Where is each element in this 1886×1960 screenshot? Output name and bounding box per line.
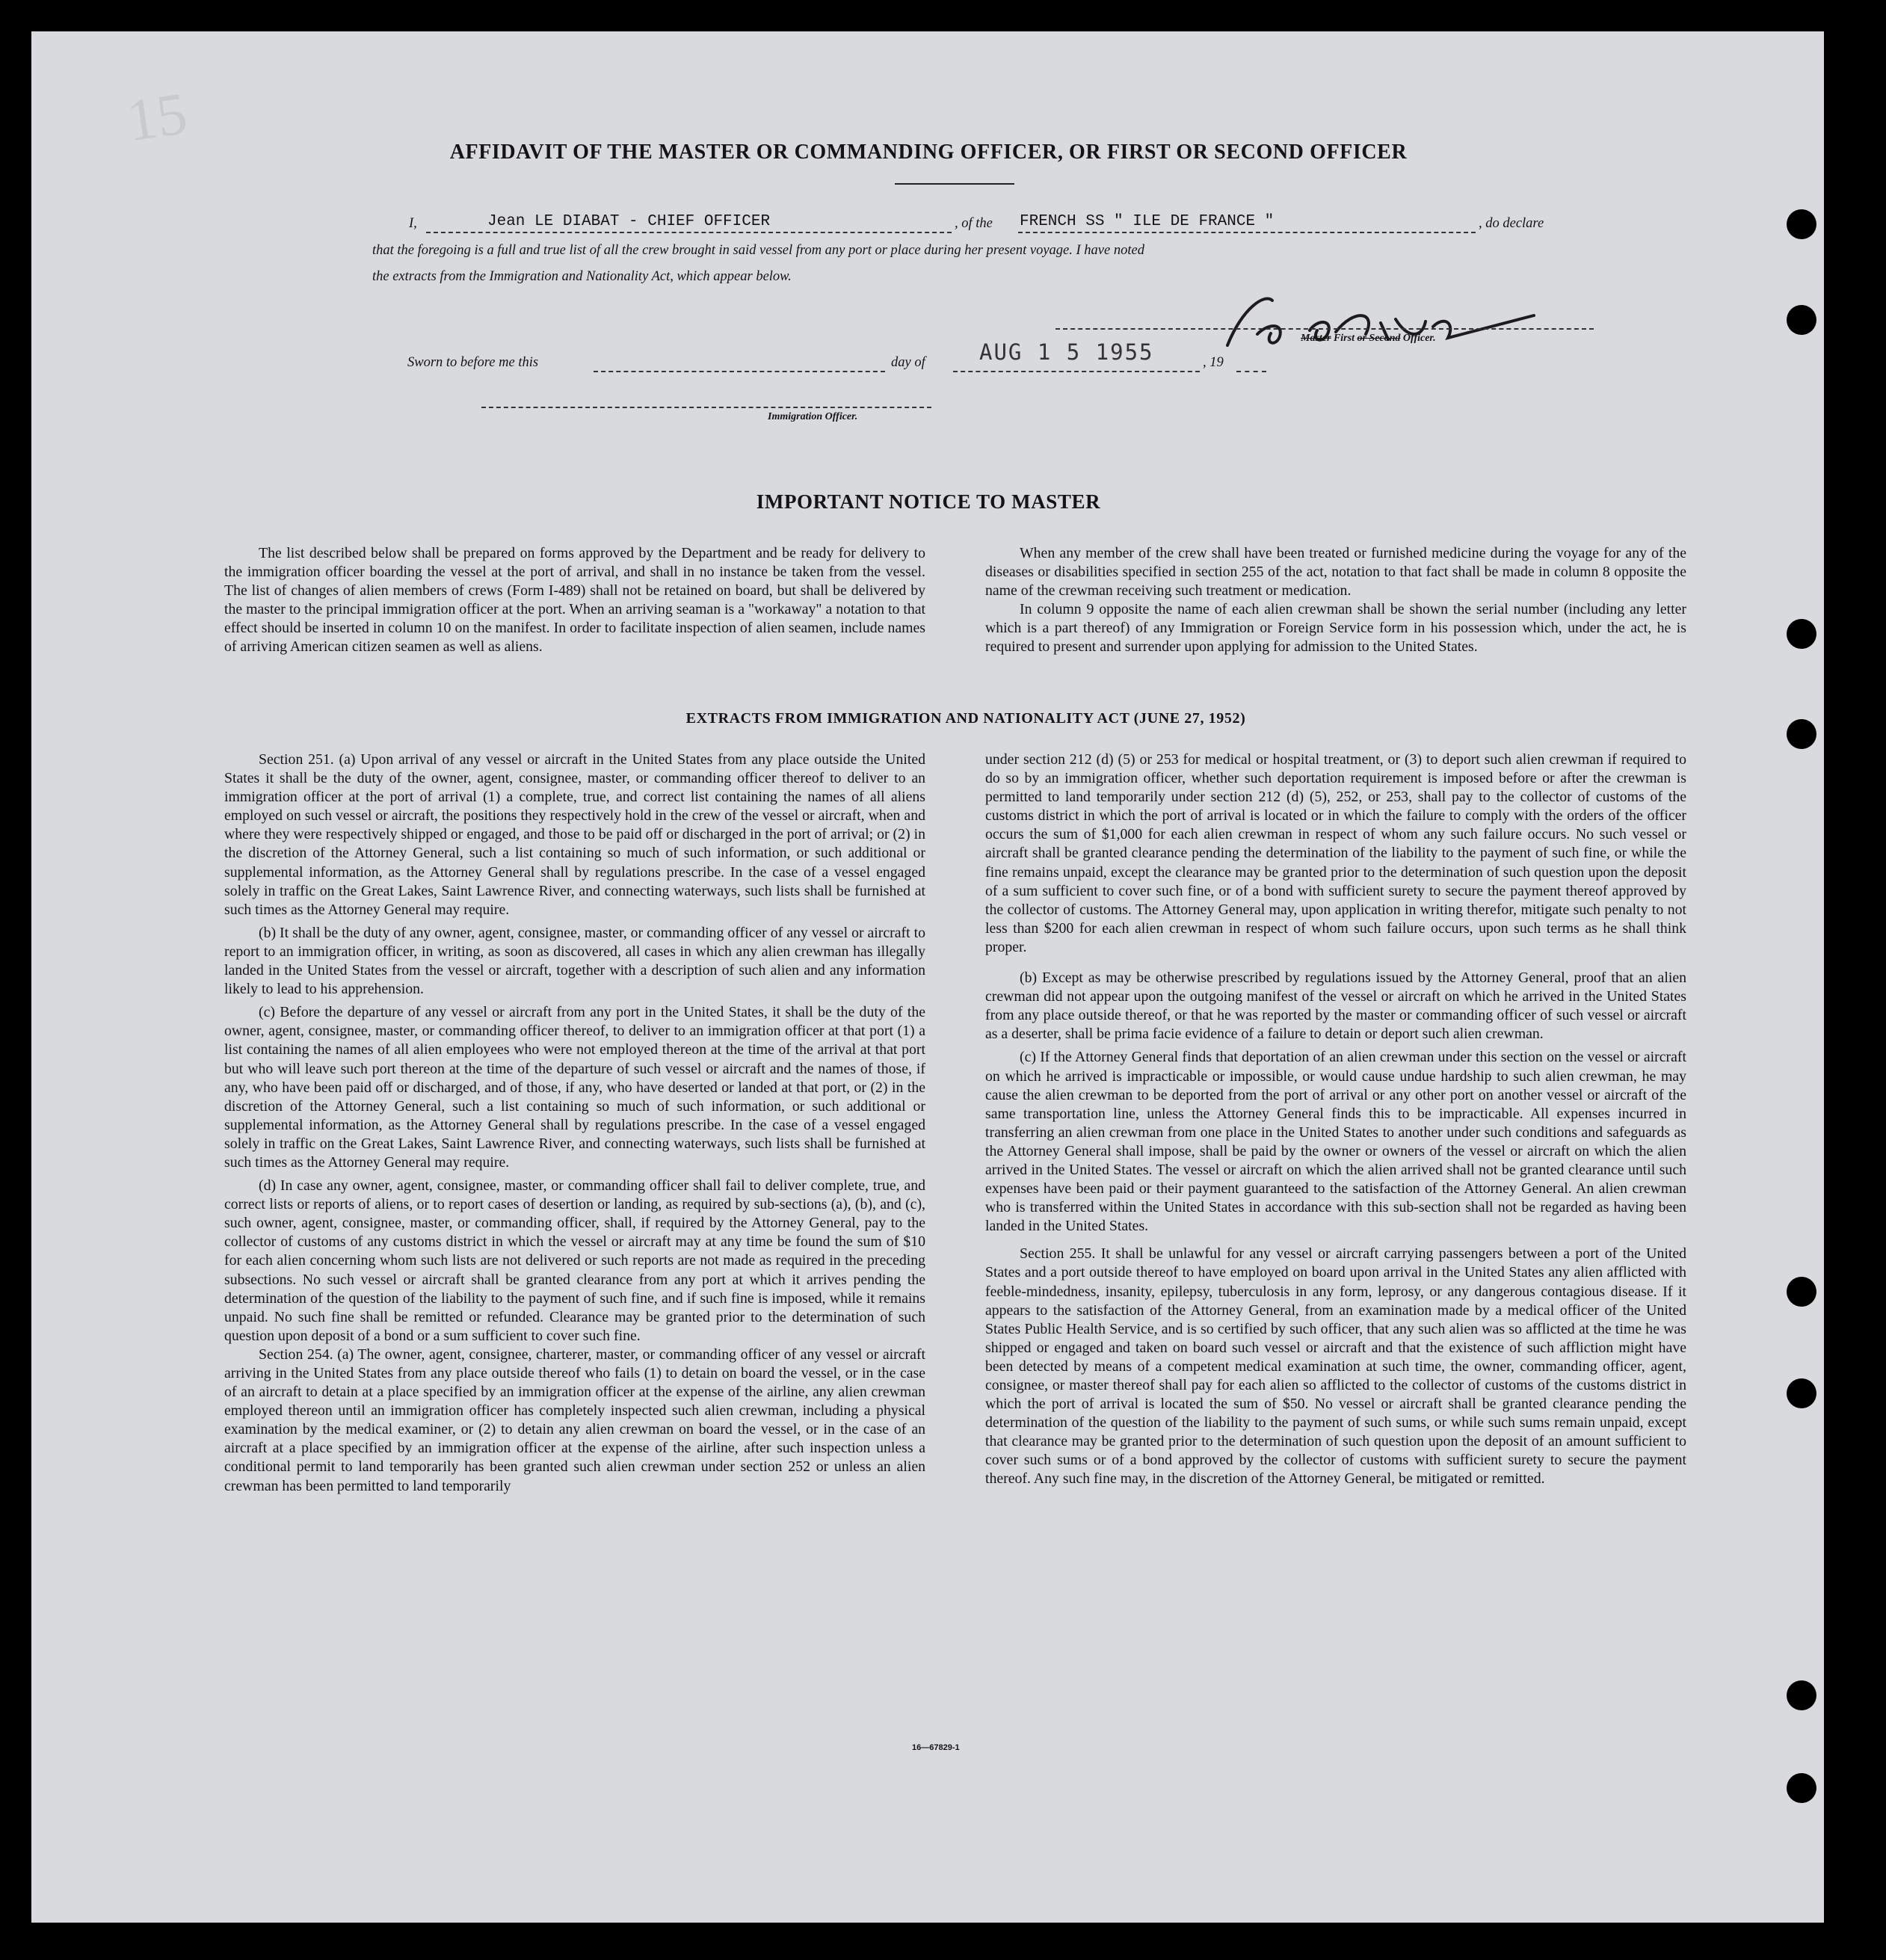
declaration-line-2: that the foregoing is a full and true list of all the crew brought in said vessel from any port or place during her present voyage. I have noted — [372, 243, 1144, 258]
name-blank — [426, 232, 952, 233]
section-255: Section 255. It shall be unlawful for any vessel or aircraft carrying passengers between a port of the United States and a port outside thereof to have employed on board upon arrival in the United States any alien afflicted with feeble-mindedness, insanity, epilepsy, tuberculosis in any form, leprosy, or any dangerous contagious disease. If it appears to the satisfaction of the Attorney General, from an examination made by a medical officer of the United States Public Health Service, and is so certified by such officer, that any such alien was so afflicted at the time he was shipped or engaged and taken on board such vessel or aircraft and that the existence of such affliction might have been detected by means of a competent medical examination at such time, the owner, commanding officer, agent, consignee, or master thereof shall pay for each alien so afflicted to the collector of customs of the customs district in which the port of arrival is located the sum of $50. No vessel or aircraft shall be granted clearance pending the determination of the question of the liability to the payment of such sums, or while such sums remain unpaid, except that clearance may be granted prior to the determination of such question upon the deposit of an amount sufficient to cover such sums or of a bond approved by the collector of customs with sufficient surety to secure the payment thereof. Any such fine may, in the discretion of the Attorney General, be mitigated or remitted. — [985, 1245, 1686, 1488]
extracts-right-column — [985, 751, 1686, 1489]
punch-hole — [1787, 1277, 1816, 1307]
officer-title-label — [1301, 333, 1436, 345]
declarant-name: Jean LE DIABAT - CHIEF OFFICER — [487, 213, 771, 230]
punch-hole — [1787, 719, 1816, 749]
struck-second: or Second — [1357, 333, 1401, 344]
decl-of-the: , of the — [955, 216, 993, 231]
sworn-month-blank — [953, 371, 1200, 372]
notice-right-paragraph-1: When any member of the crew shall have been treated or furnished medicine during the voyage for any of the diseases or disabilities specified in section 255 of the act, notation to that fact shall be made in column 8 opposite the name of the crewman receiving such treatment or medication. — [985, 545, 1686, 600]
notice-left-column — [224, 544, 925, 657]
pencil-mark: 15 — [123, 80, 191, 155]
date-stamp: AUG 1 5 1955 — [979, 339, 1154, 365]
immigration-officer-line — [481, 407, 931, 408]
affidavit-title: AFFIDAVIT OF THE MASTER OR COMMANDING OFFICER, OR FIRST OR SECOND OFFICER — [449, 141, 1408, 164]
notice-title: IMPORTANT NOTICE TO MASTER — [756, 490, 1101, 513]
extracts-left-column — [224, 751, 925, 1496]
form-number: 16—67829-1 — [912, 1743, 960, 1752]
section-254-a: Section 254. (a) The owner, agent, consignee, charterer, master, or commanding officer of any vessel or aircraft arriving in the United States from any place outside thereof who fails (1) to detain on board the vessel, or in the case of an aircraft to detain at a place specified by an immigration officer at the expense of the airline, any alien crewman employed thereon until an immigration officer has completely inspected such alien crewman, including a physical examination by the medical examiner, or (2) to detain any alien crewman on board the vessel, or in the case of an aircraft at a place specified by an immigration officer at the expense of the airline, after such inspection unless a conditional permit to land temporarily has been granted such alien crewman under section 252 or unless an alien crewman has been permitted to land temporarily — [224, 1346, 925, 1494]
title-underline — [895, 183, 1014, 185]
sworn-year-blank — [1236, 371, 1266, 372]
document-page — [31, 31, 1824, 1923]
punch-hole — [1787, 305, 1816, 335]
punch-hole — [1787, 209, 1816, 239]
section-254-b: (b) Except as may be otherwise prescribed by regulations issued by the Attorney General, proof that an alien crewman did not appear upon the outgoing manifest of the vessel or aircraft on which he arrived in the United States from any place outside thereof, or that he was reported by the master or commanding officer of such vessel or aircraft as a deserter, shall be prima facie evidence of a failure to detain or deport such alien crewman. — [985, 970, 1686, 1043]
section-251-b: (b) It shall be the duty of any owner, agent, consignee, master, or commanding officer of any vessel or aircraft to report to an immigration officer, in writing, as soon as discovered, all cases in which any alien crewman has illegally landed in the United States from the vessel or aircraft, together with a description of such alien and any information likely to lead to his apprehension. — [224, 924, 925, 998]
decl-i: I, — [409, 216, 417, 231]
officer-end: Officer. — [1400, 333, 1436, 344]
declaration-line-3: the extracts from the Immigration and Nationality Act, which appear below. — [372, 269, 792, 284]
sworn-prefix: Sworn to before me this — [407, 355, 539, 370]
immigration-officer-label: Immigration Officer. — [768, 411, 858, 422]
punch-hole — [1787, 1773, 1816, 1803]
punch-hole — [1787, 619, 1816, 649]
notice-left-paragraph: The list described below shall be prepared on forms approved by the Department and be ready for delivery to the immigration officer boarding the vessel at the port of arrival, and shall in no instance be taken from the vessel. The list of changes of alien members of crews (Form I-489) shall not be retained on board, but shall be delivered by the master to the principal immigration officer at the port. When an arriving seaman is a "workaway" a notation to that effect should be inserted in column 10 on the manifest. In order to facilitate inspection of alien seamen, include names of arriving American citizen seamen as well as aliens. — [224, 545, 925, 656]
section-251-c: (c) Before the departure of any vessel or aircraft from any port in the United States, it shall be the duty of the owner, agent, consignee, master, or commanding officer thereof, to deliver to an immigration officer at that port (1) a list containing the names of all alien employees who were not employed thereon at the time of the arrival at that port but who will leave such port thereon at the time of the departure of such vessel or aircraft and the names of those, if any, who have been paid off or discharged, and of those, if any, who have deserted or landed at that port, or (2) in the discretion of the Attorney General, such a list containing so much of such information, or such additional or supplemental information, as the Attorney General shall by regulations prescribe. In the case of a vessel engaged solely in traffic on the Great Lakes, Saint Lawrence River, and connecting waterways, such lists shall be furnished at such times as the Attorney General may require. — [224, 1004, 925, 1171]
sworn-year: , 19 — [1203, 355, 1224, 370]
declaration-line-1 — [409, 216, 417, 232]
signature-line — [1056, 328, 1594, 330]
sworn-day-of: day of — [891, 355, 925, 370]
officer-first: First — [1331, 333, 1358, 344]
section-251-d: (d) In case any owner, agent, consignee, master, or commanding officer shall fail to deliver complete, true, and correct lists or reports of aliens, or to report cases of desertion or landing, as required by sub-sections (a), (b), and (c), such owner, agent, consignee, master, or commanding officer, shall, if required by the Attorney General, pay to the collector of customs of any customs district in which the vessel or aircraft may at any time be found the sum of $10 for each alien concerning whom such lists are not delivered or such reports are not made as required in the preceding subsections. No such vessel or aircraft shall be granted clearance from any port at which it arrives pending the determination of the question of the liability to the payment of such fine, and if such fine is imposed, while it remains unpaid. No such fine shall be remitted or refunded. Clearance may be granted prior to the determination of such question upon deposit of a bond or a sum sufficient to cover such fine. — [224, 1177, 925, 1344]
section-254-a-continued: under section 212 (d) (5) or 253 for medical or hospital treatment, or (3) to deport such alien crewman if required to do so by an immigration officer, whether such deportation requirement is imposed before or after the crewman is permitted to land temporarily under section 212 (d) (5), 252, or 253, shall pay to the collector of customs of the customs district in which the port of arrival is located or in which the failure to comply with the orders of the officer occurs the sum of $1,000 for each alien crewman in respect of whom any such failure occurs. No such vessel or aircraft shall be granted clearance pending the determination of the liability to the payment of such fine, or while the fine remains unpaid, except the clearance may be granted prior to the determination of such question upon the deposit of a sum sufficient to cover such fine, or of a bond with sufficient surety to secure the payment thereof approved by the collector of customs. The Attorney General may, upon application in writing therefor, mitigate such penalty to not less than $200 for each alien crewman in respect of whom such failure occurs, upon such terms as he shall think proper. — [985, 751, 1686, 955]
vessel-blank — [1018, 232, 1476, 233]
punch-hole — [1787, 1378, 1816, 1408]
struck-master: Master — [1301, 333, 1331, 344]
officer-signature — [1183, 278, 1571, 360]
decl-do-declare: , do declare — [1479, 216, 1544, 231]
punch-hole — [1787, 1680, 1816, 1710]
notice-right-column — [985, 544, 1686, 657]
extracts-title: EXTRACTS FROM IMMIGRATION AND NATIONALITY ACT (JUNE 27, 1952) — [685, 710, 1246, 727]
sworn-day-blank — [594, 371, 885, 372]
notice-right-paragraph-2: In column 9 opposite the name of each alien crewman shall be shown the serial number (including any letter which is a part thereof) of any Immigration or Foreign Service form in his possession which, under the act, he is required to present and surrender upon applying for admission to the United States. — [985, 601, 1686, 656]
section-254-c: (c) If the Attorney General finds that deportation of an alien crewman under this section on the vessel or aircraft on which he arrived is impracticable or impossible, or would cause undue hardship to such alien crewman, he may cause the alien crewman to be deported from the port of arrival or any other port on another vessel or aircraft of the same transportation line, unless the Attorney General finds this to be impracticable. All expenses incurred in transferring an alien crewman from one place in the United States to another under such conditions and safeguards as the Attorney General shall impose, shall be paid by the owner or owners of the vessel or aircraft on which the alien arrived in the United States. The vessel or aircraft on which the alien arrived shall not be granted clearance until such expenses have been paid or their payment guaranteed to the satisfaction of the Attorney General. An alien crewman who is transferred within the United States in accordance with this sub-section shall not be regarded as having been landed in the United States. — [985, 1049, 1686, 1235]
vessel-name: FRENCH SS " ILE DE FRANCE " — [1020, 213, 1275, 230]
section-251-a: Section 251. (a) Upon arrival of any vessel or aircraft in the United States from any place outside the United States it shall be the duty of the owner, agent, consignee, master, or commanding officer thereof to deliver to an immigration officer at the port of arrival (1) a complete, true, and correct list containing the names of all aliens employed on such vessel or aircraft, the positions they respectively hold in the crew of the vessel or aircraft, when and where they were respectively shipped or engaged, and those to be paid off or discharged in the port of arrival; or (2) in the discretion of the Attorney General, such a list containing so much of such information, or such additional or supplemental information, as the Attorney General shall by regulations prescribe. In the case of a vessel engaged solely in traffic on the Great Lakes, Saint Lawrence River, and connecting waterways, such lists shall be furnished at such times as the Attorney General may require. — [224, 751, 925, 918]
